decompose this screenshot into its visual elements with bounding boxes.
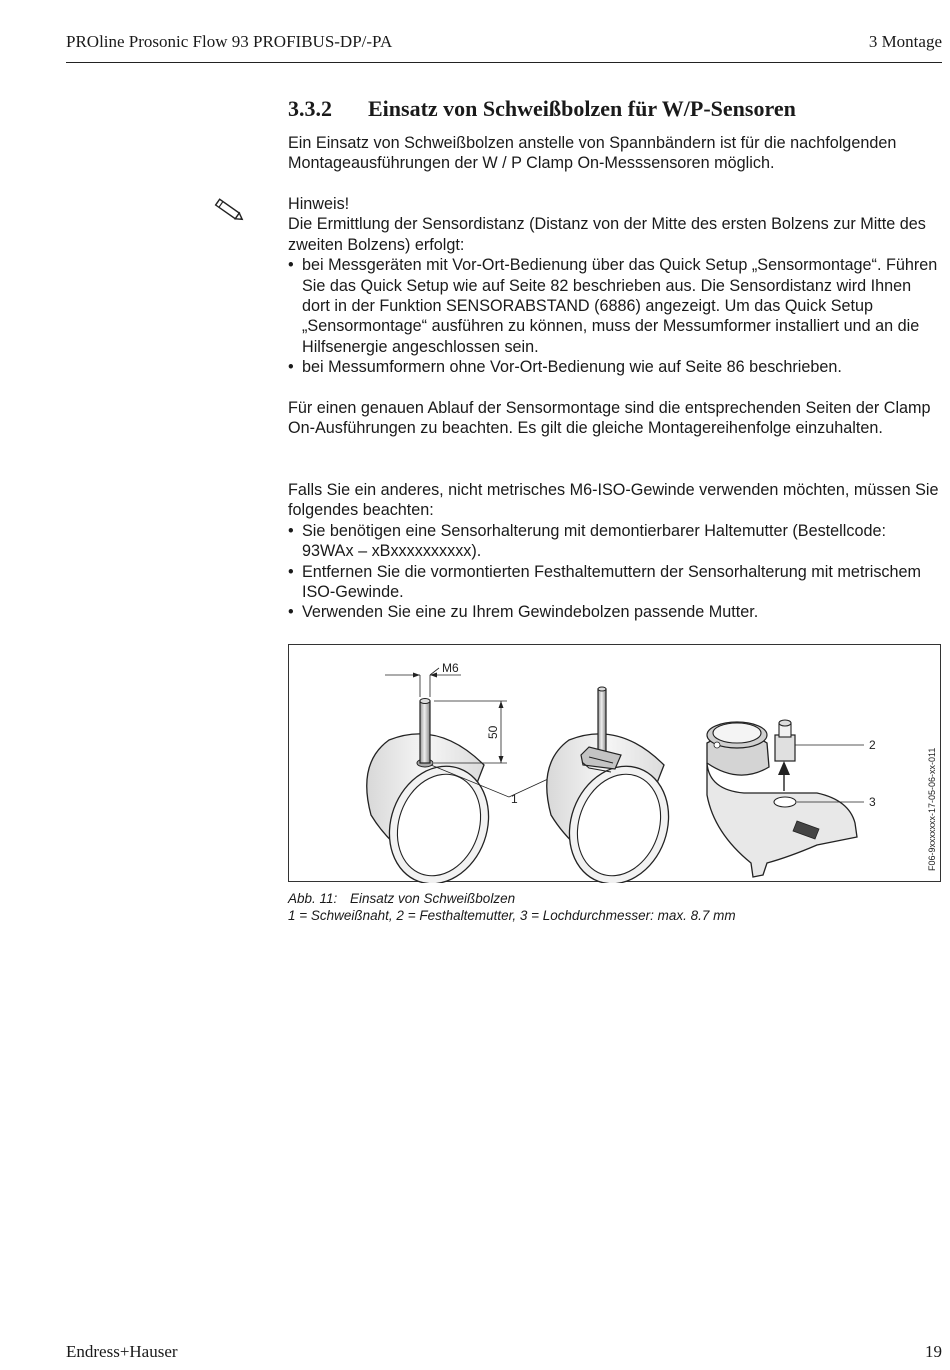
caption-number: Abb. 11:: [288, 891, 338, 906]
figure-drawing: [289, 645, 942, 883]
sensor-holder: [707, 720, 857, 877]
label-1: 1: [511, 792, 518, 806]
thread-paragraph: [288, 480, 940, 623]
caption-title: Einsatz von Schweißbolzen: [350, 891, 516, 906]
caption-legend: 1 = Schweißnaht, 2 = Festhaltemutter, 3 = Lochdurchmesser: max. 8.7 mm: [288, 908, 736, 923]
note-bullet-list: [288, 255, 940, 377]
list-item: • Sie benötigen eine Sensorhalterung mit demontierbarer Haltemutter (Bestellcode: 93WAx – xBxxxxxxxxxx).: [288, 521, 940, 562]
brand-logo: Endress+Hauser: [66, 1342, 178, 1361]
pipe-with-bolt: [367, 699, 505, 884]
label-3: 3: [869, 795, 876, 809]
note-label: Hinweis!: [288, 195, 350, 213]
list-item: • Entfernen Sie die vormontierten Festhaltemuttern der Sensorhalterung mit metrischem ISO-Gewinde.: [288, 562, 940, 603]
section-heading: [288, 96, 796, 122]
note-block: [288, 194, 940, 378]
label-50: 50: [486, 725, 500, 739]
note-text: Die Ermittlung der Sensordistanz (Distanz von der Mitte des ersten Bolzens zur Mitte des zweiten Bolzens) erfolgt:: [288, 215, 926, 254]
figure-code: F06-9xxxxxxx-17-05-06-xx-011: [927, 747, 937, 871]
section-title: Einsatz von Schweißbolzen für W/P-Sensoren: [368, 96, 796, 121]
paragraph-text: Für einen genauen Ablauf der Sensormontage sind die entsprechenden Seiten der Clamp On-Ausführungen zu beachten. Es gilt die gleiche Montagereihenfolge einzuhalten.: [288, 399, 931, 438]
list-item: • bei Messumformern ohne Vor-Ort-Bedienung wie auf Seite 86 beschrieben.: [288, 357, 940, 377]
pipe-with-holder: [547, 687, 685, 883]
label-2: 2: [869, 738, 876, 752]
section-number: 3.3.2: [288, 96, 332, 121]
figure-caption: [288, 890, 736, 924]
chapter-title: 3 Montage: [868, 32, 942, 51]
mounting-order-paragraph: [288, 398, 940, 439]
pencil-icon: [210, 196, 246, 224]
page-number: 19: [925, 1342, 942, 1361]
label-m6: M6: [442, 661, 459, 675]
intro-text: Ein Einsatz von Schweißbolzen anstelle von Spannbändern ist für die nachfolgenden Montageausführungen der W / P Clamp On-Messsensoren möglich.: [288, 134, 897, 173]
paragraph-text: Falls Sie ein anderes, nicht metrisches M6-ISO-Gewinde verwenden möchten, müssen Sie folgendes beachten:: [288, 481, 939, 520]
thread-bullet-list: [288, 521, 940, 623]
list-item: • Verwenden Sie eine zu Ihrem Gewindebolzen passende Mutter.: [288, 602, 940, 622]
dimension-m6: [385, 661, 461, 697]
document-title: PROline Prosonic Flow 93 PROFIBUS-DP/-PA: [66, 32, 393, 51]
figure-welding-bolts: [288, 644, 941, 882]
page-header: [66, 30, 942, 63]
intro-paragraph: [288, 133, 940, 174]
callout-2: [795, 738, 876, 752]
list-item: • bei Messgeräten mit Vor-Ort-Bedienung über das Quick Setup „Sensormontage“. Führen Sie das Quick Setup wie auf Seite 82 beschrieben aus. Die Sensordistanz wird Ihnen dort in der Funktion SENSORABSTAND (6886) angezeigt. Um das Quick Setup „Sensormontage“ ausführen zu können, muss der Messumformer installiert und an die Hilfsenergie angeschlossen sein.: [288, 255, 940, 357]
